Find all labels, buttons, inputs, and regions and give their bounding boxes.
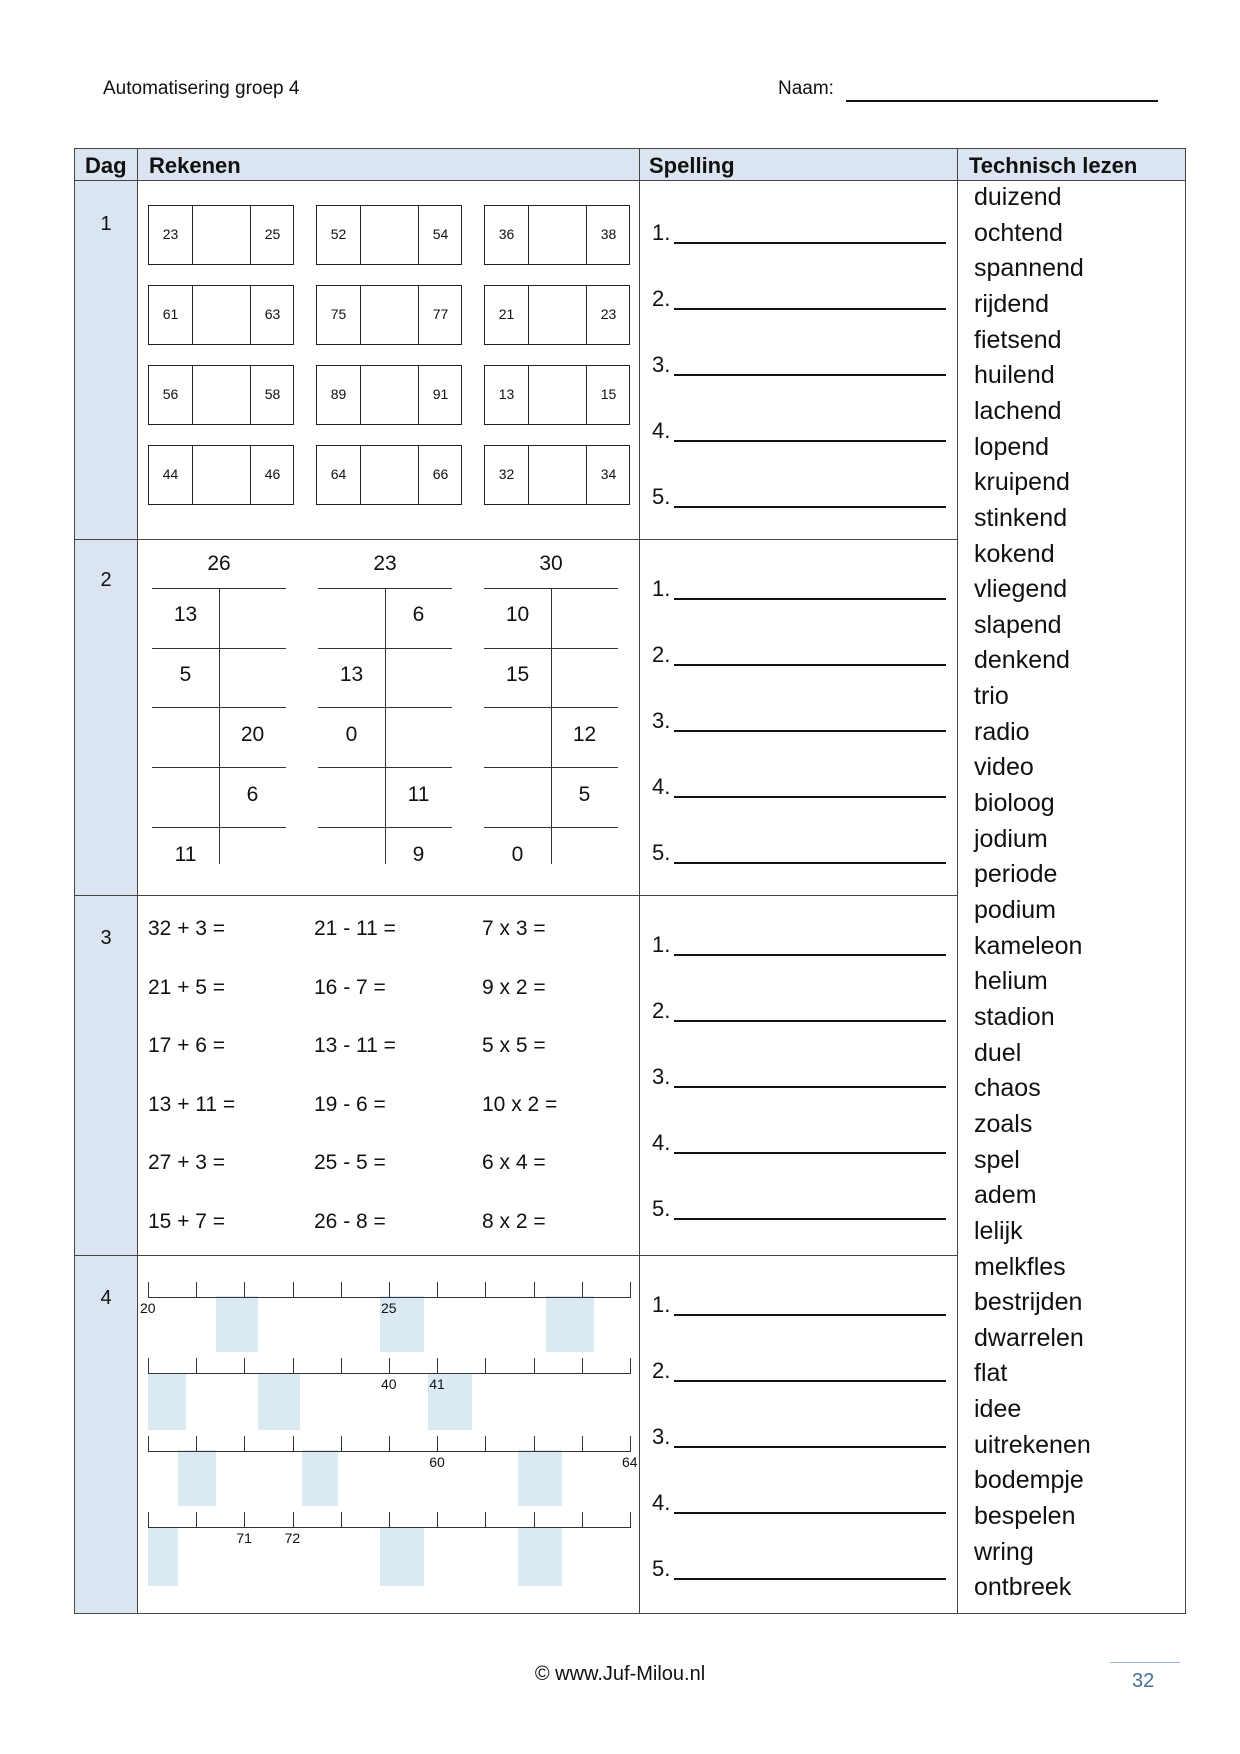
number-line-tick — [341, 1358, 342, 1374]
reading-word: lelijk — [974, 1216, 1023, 1245]
spelling-number: 4. — [652, 1490, 671, 1515]
number-line-tick — [437, 1282, 438, 1298]
number-line-label: 64 — [622, 1454, 638, 1470]
number-line-tick — [244, 1282, 245, 1298]
number-line-tick — [630, 1512, 631, 1528]
number-line-tick — [485, 1512, 486, 1528]
math-sum: 17 + 6 = — [148, 1034, 226, 1057]
spelling-answer-line[interactable] — [674, 1578, 946, 1580]
split-value-cell: 0 — [511, 843, 524, 866]
box-answer-field[interactable] — [361, 286, 418, 344]
spelling-answer-line[interactable] — [674, 1020, 946, 1022]
reading-word: vliegend — [974, 575, 1068, 604]
number-sequence-box — [316, 445, 462, 505]
math-sum: 13 - 11 = — [314, 1034, 396, 1057]
number-line-tick — [244, 1358, 245, 1374]
split-value-cell: 11 — [407, 783, 430, 806]
reading-word: bespelen — [974, 1502, 1076, 1531]
box-end-number: 34 — [600, 466, 617, 482]
answer-square[interactable] — [302, 1450, 338, 1506]
reading-word: denkend — [974, 646, 1070, 675]
spelling-number: 2. — [652, 998, 671, 1023]
page-number: 32 — [1132, 1670, 1155, 1692]
spelling-answer-line[interactable] — [674, 308, 946, 310]
split-value-cell: 6 — [412, 603, 425, 626]
split-table-total: 23 — [373, 552, 397, 575]
spelling-number: 5. — [652, 840, 671, 865]
reading-word: melkfles — [974, 1252, 1066, 1281]
box-end-number: 46 — [264, 466, 281, 482]
column-header-lezen: Technisch lezen — [969, 153, 1138, 178]
box-start-number: 52 — [330, 226, 347, 242]
number-sequence-box — [484, 285, 630, 345]
box-answer-field[interactable] — [193, 286, 250, 344]
box-answer-field[interactable] — [193, 446, 250, 504]
number-line-tick — [389, 1512, 390, 1528]
box-end-number: 25 — [264, 226, 281, 242]
number-line-tick — [437, 1512, 438, 1528]
number-line-label: 40 — [381, 1376, 397, 1392]
spelling-number: 3. — [652, 1064, 671, 1089]
reading-word: chaos — [974, 1074, 1041, 1103]
number-line-label: 72 — [284, 1530, 301, 1546]
box-end-number: 38 — [600, 226, 617, 242]
box-end-number: 54 — [432, 226, 449, 242]
box-start-number: 56 — [162, 386, 179, 402]
spelling-number: 1. — [652, 1292, 671, 1317]
answer-square[interactable] — [216, 1296, 258, 1352]
spelling-number: 5. — [652, 1196, 671, 1221]
number-line-tick — [148, 1282, 149, 1298]
box-end-number: 15 — [600, 386, 617, 402]
math-sum: 32 + 3 = — [148, 917, 226, 940]
box-answer-field[interactable] — [529, 286, 586, 344]
math-sum: 15 + 7 = — [148, 1209, 226, 1233]
number-line-label: 20 — [140, 1300, 156, 1316]
number-line-tick — [244, 1436, 245, 1452]
box-end-number: 66 — [432, 466, 449, 482]
number-line — [148, 1508, 630, 1528]
reading-word: kokend — [974, 539, 1055, 568]
number-line — [148, 1432, 630, 1452]
number-line-tick — [437, 1436, 438, 1452]
reading-word: podium — [974, 896, 1056, 924]
answer-square[interactable] — [148, 1374, 186, 1430]
reading-word: periode — [974, 860, 1058, 889]
split-table-total: 26 — [207, 552, 231, 575]
reading-word: wring — [974, 1537, 1034, 1566]
spelling-answer-line[interactable] — [674, 506, 946, 508]
split-value-cell: 15 — [505, 663, 530, 686]
reading-word: rijdend — [974, 289, 1050, 318]
number-line-tick — [485, 1358, 486, 1374]
number-sequence-box — [484, 365, 630, 425]
box-start-number: 23 — [162, 226, 179, 242]
reading-word: bioloog — [974, 789, 1055, 818]
box-end-number: 77 — [432, 306, 449, 322]
spelling-number: 3. — [652, 352, 671, 377]
number-sequence-box — [148, 365, 294, 425]
split-table-total: 30 — [539, 552, 563, 575]
reading-word: ochtend — [974, 218, 1063, 247]
spelling-answer-line[interactable] — [674, 374, 946, 376]
number-line-tick — [534, 1436, 535, 1452]
box-end-number: 63 — [264, 306, 281, 322]
day-number: 2 — [100, 569, 112, 591]
box-answer-field[interactable] — [529, 446, 586, 504]
number-line-tick — [293, 1436, 294, 1452]
spelling-number: 4. — [652, 1130, 671, 1155]
split-value-cell: 12 — [572, 723, 597, 746]
reading-word: duel — [974, 1038, 1022, 1067]
spelling-number: 3. — [652, 708, 671, 733]
reading-word: kameleon — [974, 931, 1083, 960]
answer-square[interactable] — [148, 1528, 178, 1586]
number-sequence-box — [148, 205, 294, 265]
math-sum: 16 - 7 = — [314, 975, 386, 999]
number-line-tick — [341, 1282, 342, 1298]
row-divider — [75, 1255, 957, 1256]
number-line-tick — [389, 1436, 390, 1452]
spelling-answer-line[interactable] — [674, 1512, 946, 1514]
reading-word: ontbreek — [974, 1573, 1072, 1602]
divider — [957, 149, 958, 1613]
number-line-tick — [630, 1436, 631, 1452]
column-header-rekenen: Rekenen — [149, 153, 241, 178]
box-end-number: 23 — [600, 306, 617, 322]
box-start-number: 44 — [162, 466, 179, 482]
reading-word: stinkend — [974, 503, 1068, 532]
divider — [137, 149, 138, 1613]
spelling-number: 1. — [652, 220, 671, 245]
spelling-answer-line[interactable] — [674, 1086, 946, 1088]
spelling-answer-line[interactable] — [674, 1380, 946, 1382]
box-start-number: 32 — [498, 466, 515, 482]
number-sequence-box — [484, 445, 630, 505]
reading-word: video — [974, 753, 1034, 782]
column-header-dag: Dag — [85, 153, 127, 178]
spelling-answer-line[interactable] — [674, 1314, 946, 1316]
name-field-line[interactable] — [846, 100, 1158, 102]
box-answer-field[interactable] — [361, 366, 418, 424]
answer-square[interactable] — [546, 1296, 594, 1352]
spelling-number: 2. — [652, 1358, 671, 1383]
split-table — [484, 552, 618, 864]
reading-word: uitrekenen — [974, 1430, 1091, 1459]
reading-word: fietsend — [974, 325, 1062, 354]
number-line-tick — [148, 1358, 149, 1374]
math-sum: 13 + 11 = — [148, 1092, 236, 1116]
box-answer-field[interactable] — [193, 206, 250, 264]
number-line-tick — [485, 1436, 486, 1452]
number-line-tick — [582, 1436, 583, 1452]
math-sum: 27 + 3 = — [148, 1151, 226, 1174]
header-title: Automatisering groep 4 — [103, 78, 300, 99]
number-line-label: 25 — [381, 1300, 397, 1316]
reading-word: slapend — [974, 610, 1062, 639]
answer-square[interactable] — [518, 1450, 562, 1506]
name-label: Naam: — [778, 78, 834, 99]
box-end-number: 91 — [432, 386, 449, 402]
number-line-tick — [389, 1358, 390, 1374]
number-sequence-box — [148, 285, 294, 345]
number-line-label: 60 — [429, 1454, 445, 1470]
divider — [639, 149, 640, 1613]
number-line-tick — [196, 1358, 197, 1374]
number-line-tick — [534, 1512, 535, 1528]
reading-word: radio — [974, 717, 1030, 746]
split-value-cell: 0 — [345, 723, 358, 746]
number-sequence-box — [316, 285, 462, 345]
table-line — [385, 588, 386, 864]
reading-word: bodempje — [974, 1466, 1084, 1495]
box-answer-field[interactable] — [193, 366, 250, 424]
number-line-tick — [148, 1512, 149, 1528]
footer-copyright: © www.Juf-Milou.nl — [534, 1663, 706, 1685]
spelling-number: 1. — [652, 576, 671, 601]
spelling-answer-line[interactable] — [674, 796, 946, 798]
spelling-answer-line[interactable] — [674, 242, 946, 244]
reading-word: trio — [974, 682, 1009, 711]
math-sum: 21 + 5 = — [148, 975, 226, 999]
math-sum: 8 x 2 = — [482, 1209, 546, 1233]
number-line-tick — [341, 1436, 342, 1452]
box-answer-field[interactable] — [529, 206, 586, 264]
math-sum: 10 x 2 = — [482, 1092, 558, 1116]
spelling-answer-line[interactable] — [674, 598, 946, 600]
spelling-number: 3. — [652, 1424, 671, 1449]
math-sum: 5 x 5 = — [482, 1034, 546, 1057]
box-answer-field[interactable] — [361, 446, 418, 504]
spelling-number: 4. — [652, 418, 671, 443]
reading-word: jodium — [974, 824, 1048, 853]
answer-square[interactable] — [380, 1528, 424, 1586]
number-line-tick — [534, 1358, 535, 1374]
answer-square[interactable] — [178, 1450, 216, 1506]
box-start-number: 89 — [330, 386, 347, 402]
math-sum: 7 x 3 = — [482, 917, 546, 940]
reading-word: bestrijden — [974, 1288, 1083, 1317]
split-value-cell: 11 — [174, 843, 197, 866]
reading-word: helium — [974, 967, 1048, 996]
reading-word: lachend — [974, 396, 1062, 425]
split-value-cell: 13 — [173, 603, 198, 626]
box-start-number: 13 — [498, 386, 515, 402]
day-number: 4 — [100, 1287, 112, 1309]
spelling-answer-line[interactable] — [674, 1446, 946, 1448]
number-sequence-box — [316, 205, 462, 265]
reading-word: dwarrelen — [974, 1323, 1084, 1352]
reading-word: spannend — [974, 254, 1084, 283]
math-sum: 21 - 11 = — [314, 917, 396, 940]
number-line-tick — [244, 1512, 245, 1528]
answer-square[interactable] — [518, 1528, 562, 1586]
spelling-number: 4. — [652, 774, 671, 799]
split-value-cell: 6 — [246, 783, 259, 806]
box-start-number: 21 — [498, 306, 515, 322]
spelling-number: 5. — [652, 1556, 671, 1581]
split-value-cell: 5 — [578, 783, 591, 806]
day-column — [75, 181, 137, 1613]
spelling-answer-line[interactable] — [674, 862, 946, 864]
box-answer-field[interactable] — [361, 206, 418, 264]
reading-word: huilend — [974, 361, 1055, 390]
math-sum: 6 x 4 = — [482, 1151, 546, 1174]
number-line — [148, 1354, 630, 1374]
day-number: 1 — [100, 213, 112, 235]
box-end-number: 58 — [264, 386, 281, 402]
split-value-cell: 9 — [412, 843, 425, 866]
math-sum: 19 - 6 = — [314, 1092, 386, 1116]
spelling-answer-line[interactable] — [674, 664, 946, 666]
number-line-tick — [534, 1282, 535, 1298]
number-line-tick — [630, 1282, 631, 1298]
reading-word: adem — [974, 1181, 1037, 1210]
reading-word: stadion — [974, 1002, 1055, 1031]
number-sequence-box — [148, 445, 294, 505]
math-sum: 9 x 2 = — [482, 975, 546, 999]
number-line-tick — [389, 1282, 390, 1298]
box-start-number: 75 — [330, 306, 347, 322]
spelling-number: 2. — [652, 642, 671, 667]
spelling-number: 1. — [652, 932, 671, 957]
reading-word: flat — [974, 1359, 1008, 1388]
spelling-answer-line[interactable] — [674, 440, 946, 442]
spelling-answer-line[interactable] — [674, 1152, 946, 1154]
number-line-tick — [582, 1282, 583, 1298]
spelling-answer-line[interactable] — [674, 1218, 946, 1220]
reading-word: duizend — [974, 183, 1062, 211]
reading-word: spel — [974, 1145, 1020, 1174]
number-line-tick — [196, 1512, 197, 1528]
math-sum: 26 - 8 = — [314, 1209, 386, 1233]
spelling-answer-line[interactable] — [674, 730, 946, 732]
page-number-rule — [1110, 1662, 1180, 1663]
box-start-number: 64 — [330, 466, 347, 482]
spelling-number: 2. — [652, 286, 671, 311]
number-line-label: 41 — [429, 1376, 445, 1392]
number-line-tick — [196, 1436, 197, 1452]
number-line — [148, 1278, 630, 1298]
spelling-number: 5. — [652, 484, 671, 509]
number-line-tick — [630, 1358, 631, 1374]
split-value-cell: 13 — [339, 663, 364, 686]
number-line-tick — [196, 1282, 197, 1298]
number-line-tick — [293, 1282, 294, 1298]
split-value-cell: 20 — [240, 723, 265, 746]
number-sequence-box — [484, 205, 630, 265]
number-line-tick — [341, 1512, 342, 1528]
answer-square[interactable] — [258, 1374, 300, 1430]
reading-word: kruipend — [974, 468, 1070, 497]
number-line-tick — [437, 1358, 438, 1374]
row-divider — [75, 539, 957, 540]
reading-word: zoals — [974, 1109, 1033, 1138]
number-line-tick — [148, 1436, 149, 1452]
number-line-tick — [293, 1512, 294, 1528]
number-line-tick — [485, 1282, 486, 1298]
column-header-spelling: Spelling — [649, 153, 735, 178]
number-line-label: 71 — [236, 1530, 252, 1546]
reading-word: idee — [974, 1395, 1022, 1424]
math-sum: 25 - 5 = — [314, 1151, 386, 1174]
number-line-tick — [582, 1358, 583, 1374]
row-divider — [75, 895, 957, 896]
split-value-cell: 10 — [505, 603, 530, 626]
number-sequence-box — [316, 365, 462, 425]
reading-word: lopend — [974, 432, 1050, 461]
box-start-number: 61 — [162, 306, 179, 322]
box-start-number: 36 — [498, 226, 515, 242]
split-value-cell: 5 — [179, 663, 192, 686]
split-table — [152, 552, 286, 864]
day-number: 3 — [100, 927, 112, 949]
number-line-tick — [582, 1512, 583, 1528]
box-answer-field[interactable] — [529, 366, 586, 424]
spelling-answer-line[interactable] — [674, 954, 946, 956]
number-line-tick — [293, 1358, 294, 1374]
split-table — [318, 552, 452, 864]
